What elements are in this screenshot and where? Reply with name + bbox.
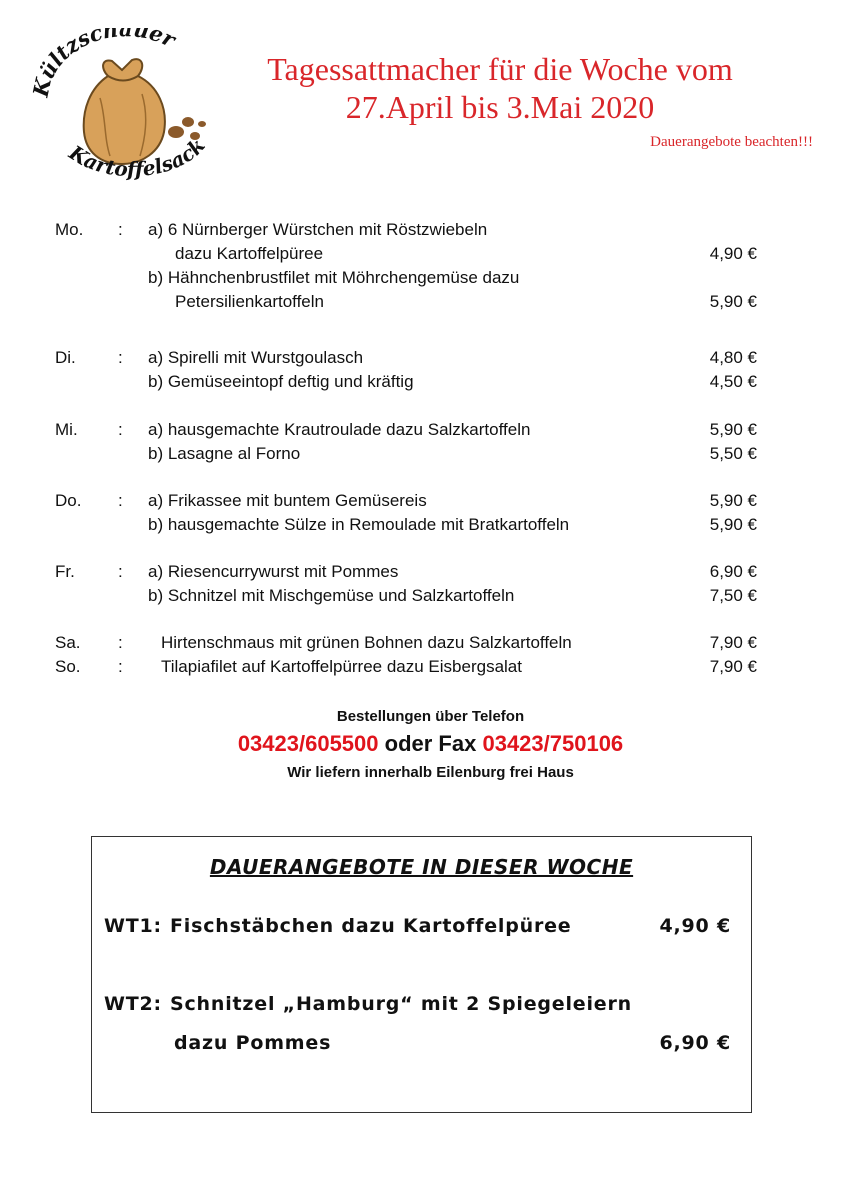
menu-dish: a) Frikassee mit buntem Gemüsereis — [148, 491, 427, 510]
menu-dish: a) 6 Nürnberger Würstchen mit Röstzwiebeln — [148, 220, 488, 239]
menu-price: 5,90 € — [709, 515, 757, 534]
page-title-line1: Tagessattmacher für die Woche vom — [267, 51, 733, 87]
logo-top-text: Kültzschauer — [30, 28, 180, 99]
menu-dish: b) hausgemachte Sülze in Remoulade mit Bratkartoffeln — [148, 515, 570, 534]
menu-row — [0, 631, 861, 655]
menu-row — [0, 418, 861, 442]
wt1-price: 4,90 € — [659, 915, 731, 937]
menu-day: Mo. — [55, 220, 84, 239]
offers-title: DAUERANGEBOTE IN DIESER WOCHE — [209, 855, 634, 879]
menu-row — [0, 370, 861, 394]
wt2-label: WT2: — [104, 993, 162, 1015]
menu-dish-continuation: dazu Kartoffelpüree — [175, 244, 324, 263]
menu-row — [0, 290, 861, 314]
menu-colon: : — [118, 491, 123, 510]
menu-price: 7,90 € — [709, 657, 757, 676]
menu-colon: : — [118, 220, 123, 239]
menu-price: 7,50 € — [709, 586, 757, 605]
menu-price: 6,90 € — [709, 562, 757, 581]
menu-dish: a) Spirelli mit Wurstgoulasch — [148, 348, 364, 367]
permanent-offers-box — [91, 836, 752, 1113]
menu-day: So. — [55, 657, 81, 676]
menu-row — [0, 442, 861, 466]
wt2-dish-continuation: dazu Pommes — [174, 1032, 332, 1054]
menu-price: 5,90 € — [709, 292, 757, 311]
menu-price: 4,90 € — [709, 244, 757, 263]
wt2-dish: Schnitzel „Hamburg“ mit 2 Spiegeleiern — [170, 993, 632, 1015]
menu-dish: Hirtenschmaus mit grünen Bohnen dazu Salzkartoffeln — [161, 633, 572, 652]
menu-dish: b) Lasagne al Forno — [148, 444, 301, 463]
menu-row — [0, 584, 861, 608]
menu-price: 7,90 € — [709, 633, 757, 652]
page-title-line2: 27.April bis 3.Mai 2020 — [345, 89, 655, 125]
menu-dish: a) hausgemachte Krautroulade dazu Salzkartoffeln — [148, 420, 531, 439]
fax-number: 03423/750106 — [482, 731, 624, 756]
wt1-label: WT1: — [104, 915, 162, 937]
menu-row — [0, 218, 861, 242]
order-connector: oder Fax — [384, 731, 477, 756]
menu-row — [0, 242, 861, 266]
menu-price: 5,90 € — [709, 420, 757, 439]
menu-row — [0, 655, 861, 679]
menu-dish: Tilapiafilet auf Kartoffelpürree dazu Eisbergsalat — [161, 657, 522, 676]
menu-day: Fr. — [55, 562, 75, 581]
wt2-price: 6,90 € — [659, 1032, 731, 1054]
menu-day: Do. — [55, 491, 82, 510]
menu-colon: : — [118, 420, 123, 439]
menu-row — [0, 560, 861, 584]
menu-row — [0, 489, 861, 513]
menu-colon: : — [118, 633, 123, 652]
logo-bottom-text: Kartoffelsack — [64, 133, 210, 182]
order-contacts — [0, 731, 861, 757]
menu-day: Mi. — [55, 420, 78, 439]
menu-price: 5,90 € — [709, 491, 757, 510]
wt1-dish: Fischstäbchen dazu Kartoffelpüree — [170, 915, 572, 937]
offers-note: Dauerangebote beachten!!! — [650, 134, 813, 150]
menu-colon: : — [118, 657, 123, 676]
menu-dish: a) Riesencurrywurst mit Pommes — [148, 562, 399, 581]
menu-price: 4,50 € — [709, 372, 757, 391]
menu-day: Di. — [55, 348, 76, 367]
menu-colon: : — [118, 348, 123, 367]
menu-price: 4,80 € — [709, 348, 757, 367]
menu-dish: b) Hähnchenbrustfilet mit Möhrchengemüse dazu — [148, 268, 520, 287]
menu-dish: b) Gemüseeintopf deftig und kräftig — [148, 372, 414, 391]
menu-dish-continuation: Petersilienkartoffeln — [175, 292, 324, 311]
menu-dish: b) Schnitzel mit Mischgemüse und Salzkartoffeln — [148, 586, 515, 605]
phone-number[interactable]: 03423/605500 — [237, 731, 379, 756]
menu-colon: : — [118, 562, 123, 581]
menu-price: 5,50 € — [709, 444, 757, 463]
menu-row — [0, 513, 861, 537]
menu-day: Sa. — [55, 633, 81, 652]
order-heading: Bestellungen über Telefon — [336, 708, 525, 725]
delivery-note: Wir liefern innerhalb Eilenburg frei Haus — [287, 764, 574, 781]
menu-row — [0, 266, 861, 290]
menu-row — [0, 346, 861, 370]
